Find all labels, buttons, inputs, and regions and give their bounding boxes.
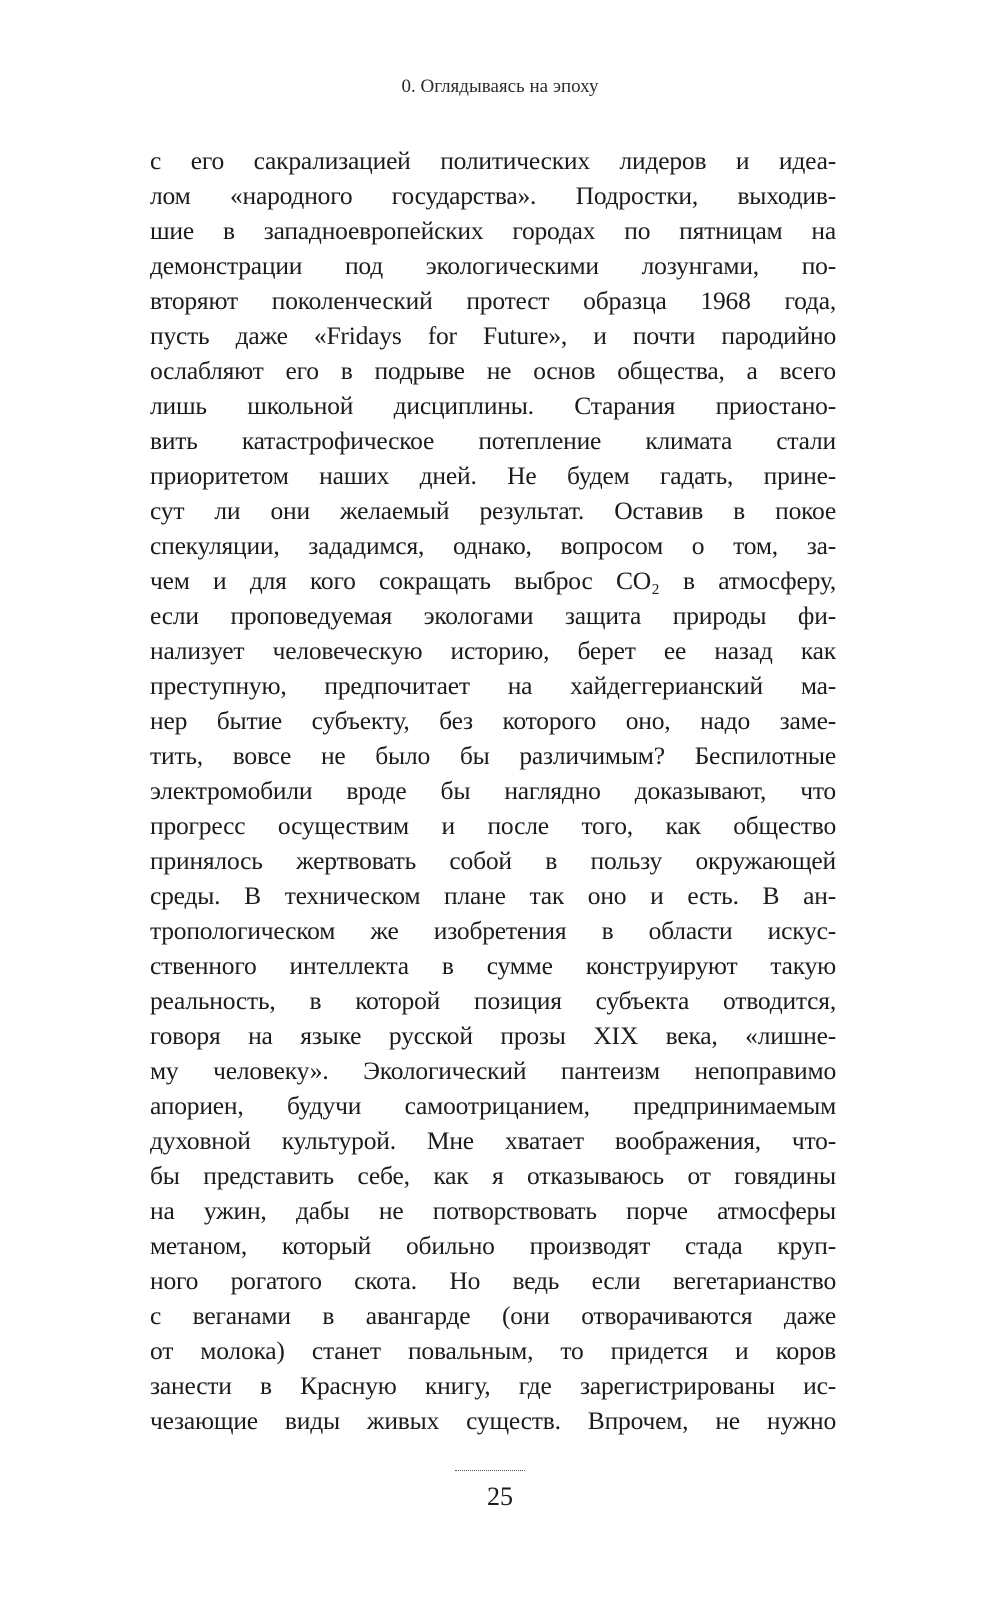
text-line: ного рогатого скота. Но ведь если вегетарианство <box>150 1266 836 1295</box>
text-line: шие в западноевропейских городах по пятницам на <box>150 216 836 245</box>
text-line: занести в Красную книгу, где зарегистрированы ис- <box>150 1371 836 1400</box>
text-line: принялось жертвовать собой в пользу окружающей <box>150 846 836 875</box>
text-line: электромобили вроде бы наглядно доказывают, что <box>150 776 836 805</box>
text-line: на ужин, дабы не потворствовать порче атмосферы <box>150 1196 836 1225</box>
text-line: вторяют поколенческий протест образца 1968 года, <box>150 286 836 315</box>
text-line: с веганами в авангарде (они отворачиваются даже <box>150 1301 836 1330</box>
text-line: духовной культурой. Мне хватает воображения, что- <box>150 1126 836 1155</box>
text-line: с его сакрализацией политических лидеров и идеа- <box>150 146 836 175</box>
text-line: метаном, который обильно производят стада круп- <box>150 1231 836 1260</box>
text-line: вить катастрофическое потепление климата стали <box>150 426 836 455</box>
text-line: среды. В техническом плане так оно и есть. В ан- <box>150 881 836 910</box>
text-line: чезающие виды живых существ. Впрочем, не нужно <box>150 1406 836 1435</box>
text-line: демонстрации под экологическими лозунгами, по- <box>150 251 836 280</box>
text-line: ослабляют его в подрыве не основ общества, а всего <box>150 356 836 385</box>
text-line: от молока) станет повальным, то придется и коров <box>150 1336 836 1365</box>
body-text <box>150 143 836 1438</box>
text-line: сут ли они желаемый результат. Оставив в покое <box>150 496 836 525</box>
text-line: лишь школьной дисциплины. Старания приостано- <box>150 391 836 420</box>
text-line: тить, вовсе не было бы различимым? Беспилотные <box>150 741 836 770</box>
text-line: лом «народного государства». Подростки, выходив- <box>150 181 836 210</box>
text-line: апориен, будучи самоотрицанием, предпринимаемым <box>150 1091 836 1120</box>
text-line: тропологическом же изобретения в области искус- <box>150 916 836 945</box>
text-line: спекуляции, зададимся, однако, вопросом о том, за- <box>150 531 836 560</box>
text-line: му человеку». Экологический пантеизм непоправимо <box>150 1056 836 1085</box>
text-line: реальность, в которой позиция субъекта отводится, <box>150 986 836 1015</box>
text-line: пусть даже «Fridays for Future», и почти пародийно <box>150 321 836 350</box>
text-line: приоритетом наших дней. Не будем гадать, прине- <box>150 461 836 490</box>
text-line: бы представить себе, как я отказываюсь от говядины <box>150 1161 836 1190</box>
text-line: ственного интеллекта в сумме конструируют такую <box>150 951 836 980</box>
text-line: прогресс осуществим и после того, как общество <box>150 811 836 840</box>
running-head: 0. Оглядываясь на эпоху <box>401 76 599 97</box>
text-line: говоря на языке русской прозы XIX века, «лишне- <box>150 1021 836 1050</box>
text-line: преступную, предпочитает на хайдеггерианский ма- <box>150 671 836 700</box>
page-number: 25 <box>487 1482 513 1511</box>
text-line: нализует человеческую историю, берет ее назад как <box>150 636 836 665</box>
text-line: нер бытие субъекту, без которого оно, надо заме- <box>150 706 836 735</box>
text-line: если проповедуемая экологами защита природы фи- <box>150 601 836 630</box>
page-number-divider <box>455 1470 525 1471</box>
text-line: чем и для кого сокращать выброс CO₂ в атмосферу, <box>150 566 836 595</box>
